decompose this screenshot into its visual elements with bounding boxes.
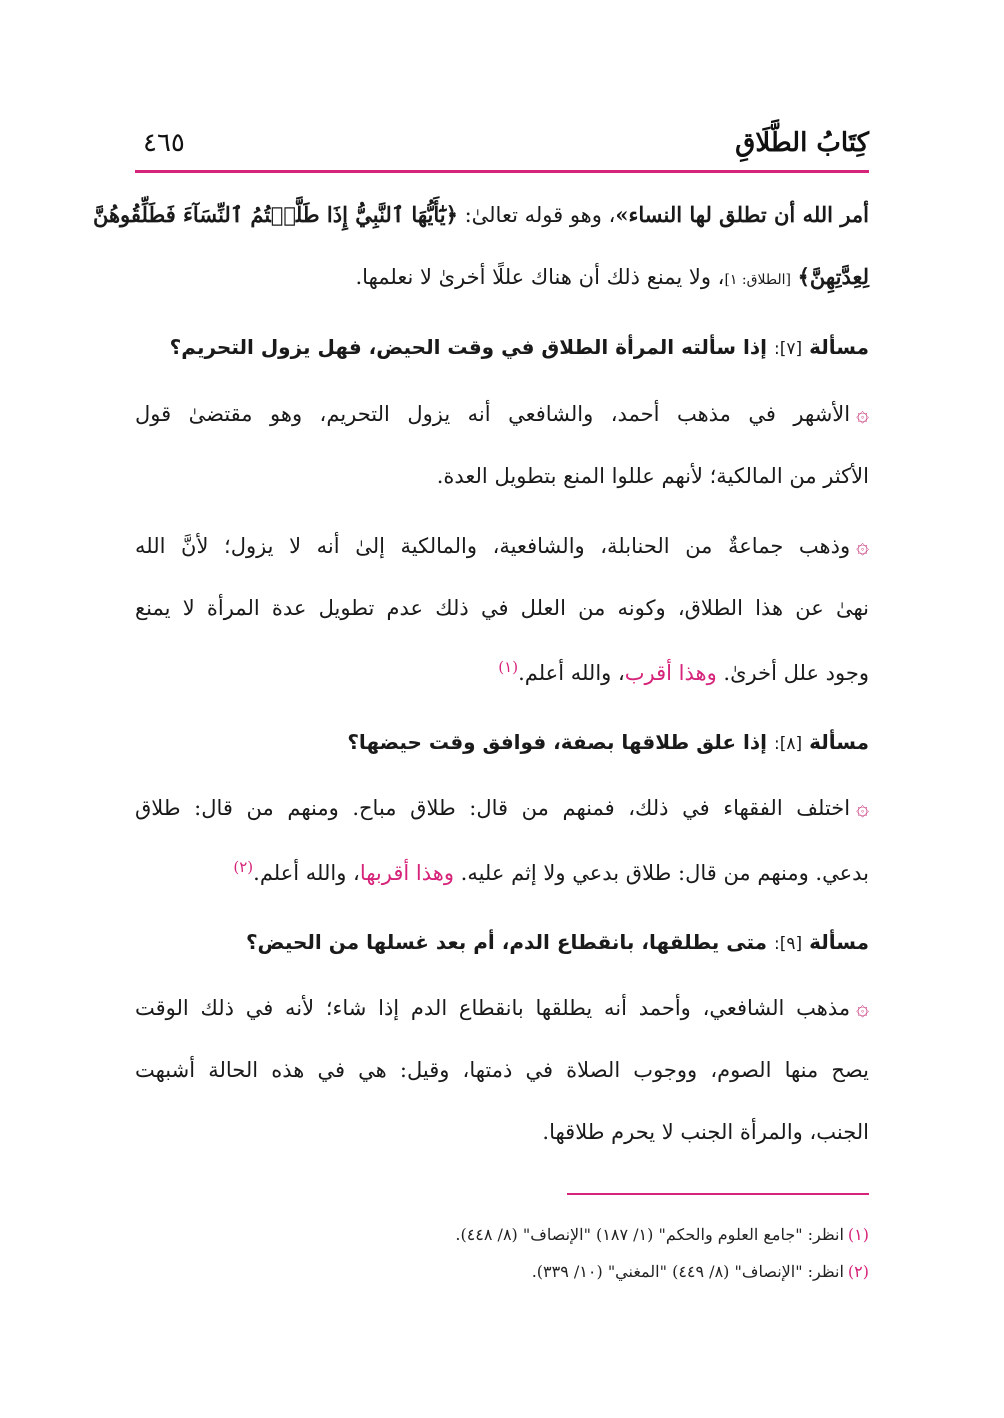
footnote xyxy=(532,1262,869,1281)
page-number: ٤٦٥ xyxy=(143,128,185,158)
paragraph-text: يصح منها الصوم، ووجوب الصلاة في ذمتها، وقيل: هي في هذه الحالة أشبهت xyxy=(135,1058,869,1082)
question-number: [٩]: xyxy=(773,934,803,954)
paragraph-text: الأكثر من المالكية؛ لأنهم عللوا المنع بتطويل العدة. xyxy=(436,464,869,488)
question-text: متى يطلقها، بانقطاع الدم، أم بعد غسلها من الحيض؟ xyxy=(245,930,768,954)
running-header xyxy=(135,128,869,164)
paragraph-line xyxy=(135,858,869,885)
paragraph-line xyxy=(135,658,869,685)
flower-ornament-icon: ۞ xyxy=(856,534,869,559)
footnote-marker[interactable]: (١) xyxy=(498,658,519,676)
paragraph-line xyxy=(135,534,869,559)
paragraph-line xyxy=(135,1058,869,1082)
paragraph-text: مذهب الشافعي، وأحمد أنه يطلقها بانقطاع الدم إذا شاء؛ لأنه في ذلك الوقت xyxy=(135,996,851,1020)
question-heading xyxy=(135,730,869,754)
question-text: إذا علق طلاقها بصفة، فوافق وقت حيضها؟ xyxy=(347,730,768,754)
footnote-number: (٢) xyxy=(847,1262,869,1281)
plain-text: ، وهو قوله تعالىٰ: xyxy=(457,203,616,227)
flower-ornament-icon: ۞ xyxy=(856,996,869,1021)
paragraph-line xyxy=(135,596,869,620)
flower-ornament-icon: ۞ xyxy=(856,402,869,427)
paragraph-text: ، والله أعلم. xyxy=(253,861,360,885)
quran-verse: لِعِدَّتِهِنَّ﴾ xyxy=(797,264,869,289)
verse-reference: [الطلاق: ١] xyxy=(724,272,791,288)
text-line xyxy=(93,202,869,227)
paragraph-line xyxy=(135,1120,869,1144)
flower-ornament-icon: ۞ xyxy=(856,796,869,821)
paragraph-text: بدعي. ومنهم من قال: طلاق بدعي ولا إثم عليه. xyxy=(453,861,869,885)
paragraph-text: اختلف الفقهاء في ذلك، فمنهم من قال: طلاق مباح. ومنهم من قال: طلاق xyxy=(135,796,851,820)
preferred-opinion: وهذا أقرب xyxy=(624,661,717,685)
paragraph-text: ، والله أعلم. xyxy=(518,661,625,685)
footnote-text: انظر: "الإنصاف" (٨/ ٤٤٩) "المغني" (١٠/ ٣٣٩). xyxy=(531,1262,844,1281)
text-line xyxy=(135,264,869,289)
paragraph-text: نهىٰ عن هذا الطلاق، وكونه من العلل في ذلك عدم تطويل عدة المرأة لا يمنع xyxy=(135,596,869,620)
footnote xyxy=(455,1225,869,1244)
paragraph-text: وذهب جماعةٌ من الحنابلة، والشافعية، والمالكية إلىٰ أنه لا يزول؛ لأنَّ الله xyxy=(135,534,851,558)
quran-verse: ﴿يَٰٓأَيُّهَا ٱلنَّبِيُّ إِذَا طَلَّقۡتُمُ ٱلنِّسَآءَ فَطَلِّقُوهُنَّ xyxy=(93,202,458,227)
paragraph-line xyxy=(135,402,869,427)
question-text: إذا سألته المرأة الطلاق في وقت الحيض، فهل يزول التحريم؟ xyxy=(169,335,768,359)
footnote-number: (١) xyxy=(847,1225,869,1244)
question-heading xyxy=(135,335,869,359)
paragraph-text: الأشهر في مذهب أحمد، والشافعي أنه يزول التحريم، وهو مقتضىٰ قول xyxy=(135,402,851,426)
question-label: مسألة xyxy=(809,335,869,359)
question-number: [٧]: xyxy=(773,339,803,359)
question-number: [٨]: xyxy=(773,734,803,754)
footnote-separator xyxy=(567,1193,869,1195)
question-label: مسألة xyxy=(809,930,869,954)
preferred-opinion: وهذا أقربها xyxy=(359,861,454,885)
footnote-marker[interactable]: (٢) xyxy=(233,858,254,876)
paragraph-line xyxy=(135,996,869,1021)
paragraph-line xyxy=(135,796,869,821)
plain-text: ، ولا يمنع ذلك أن هناك عللًا أخرىٰ لا نعلمها. xyxy=(355,265,725,289)
footnote-text: انظر: "جامع العلوم والحكم" (١/ ١٨٧) "الإنصاف" (٨/ ٤٤٨). xyxy=(455,1225,844,1244)
paragraph-text: وجود علل أخرىٰ. xyxy=(716,661,869,685)
header-rule xyxy=(135,170,869,173)
paragraph-line xyxy=(135,464,869,488)
hadith-end: أمر الله أن تطلق لها النساء» xyxy=(615,202,869,227)
question-label: مسألة xyxy=(809,730,869,754)
question-heading xyxy=(135,930,869,954)
book-title: كِتَابُ الطَّلَاقِ xyxy=(735,128,869,158)
paragraph-text: الجنب، والمرأة الجنب لا يحرم طلاقها. xyxy=(542,1120,869,1144)
